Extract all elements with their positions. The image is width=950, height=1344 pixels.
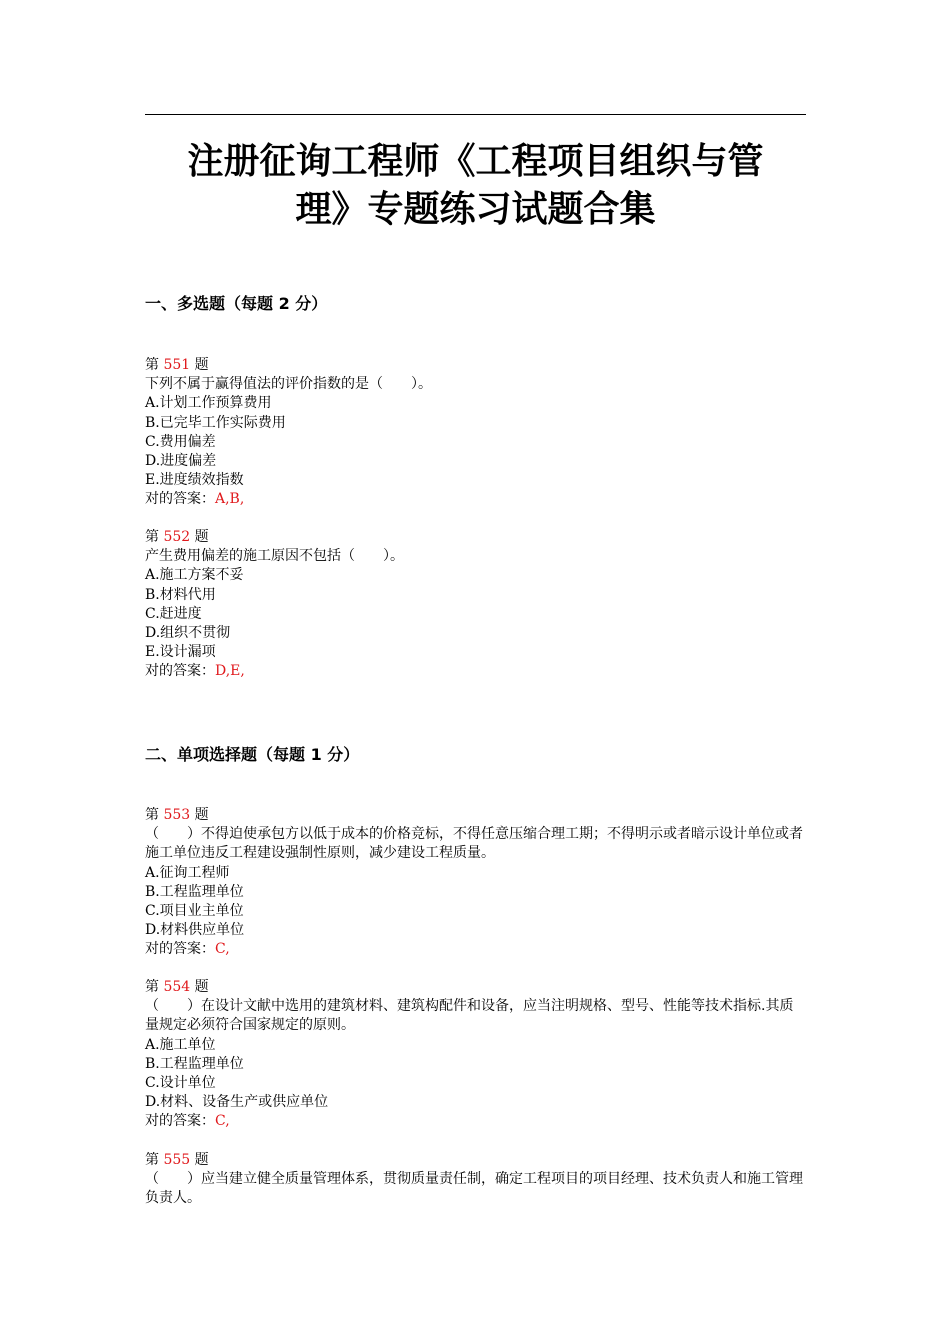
option: A.征询工程师 [145,864,230,881]
answer-value: C, [215,941,230,958]
title-line-2: 理》专题练习试题合集 [295,189,656,230]
question-stem: （ ）应当建立健全质量管理体系，贯彻质量责任制，确定工程项目的项目经理、技术负责人和施工管理负责人。 [145,1171,803,1207]
option: D.材料、设备生产或供应单位 [145,1094,329,1111]
option: A.施工方案不妥 [145,567,244,584]
question-number: 555 [163,1152,191,1168]
question-block [145,356,806,510]
header-rule [145,114,806,115]
question-block [145,978,806,1132]
option: E.进度绩效指数 [145,472,244,489]
question-number-line: 第 551 题 [145,357,209,373]
answer-value: A,B, [215,491,245,508]
option: C.费用偏差 [145,433,216,450]
answer-line: 对的答案：C, [145,1113,230,1130]
option: B.已完毕工作实际费用 [145,414,286,431]
section-heading-multi: 一、多选题（每题 2 分） [145,294,328,313]
answer-line: 对的答案：C, [145,941,230,958]
question-block [145,528,806,682]
question-number-line: 第 555 题 [145,1152,209,1168]
option: B.工程监理单位 [145,883,244,900]
question-stem: 产生费用偏差的施工原因不包括（ ）。 [145,548,404,565]
option: C.赶进度 [145,605,202,622]
question-number: 553 [163,807,191,823]
section-heading-single: 二、单项选择题（每题 1 分） [145,745,360,764]
option: D.材料供应单位 [145,922,245,939]
question-block [145,1151,806,1209]
answer-line: 对的答案：A,B, [145,491,245,508]
option: D.进度偏差 [145,453,217,470]
title-line-1: 注册征询工程师《工程项目组织与管 [187,141,764,182]
answer-line: 对的答案：D,E, [145,663,245,680]
question-number-line: 第 554 题 [145,979,209,995]
question-block [145,806,806,960]
question-number: 552 [163,529,191,545]
option: B.材料代用 [145,586,216,603]
option: A.施工单位 [145,1036,216,1053]
answer-value: C, [215,1113,230,1130]
question-stem: 下列不属于赢得值法的评价指数的是（ ）。 [145,376,432,393]
option: E.设计漏项 [145,644,216,661]
question-number-line: 第 552 题 [145,529,209,545]
option: D.组织不贯彻 [145,625,231,642]
question-number: 551 [163,357,191,373]
answer-value: D,E, [215,663,245,680]
question-number-line: 第 553 题 [145,807,209,823]
question-number: 554 [163,979,191,995]
option: B.工程监理单位 [145,1055,244,1072]
option: C.项目业主单位 [145,903,244,920]
question-stem: （ ）在设计文献中选用的建筑材料、建筑构配件和设备，应当注明规格、型号、性能等技术指标.其质量规定必须符合国家规定的原则。 [145,998,794,1034]
option: C.设计单位 [145,1075,216,1092]
question-stem: （ ）不得迫使承包方以低于成本的价格竞标，不得任意压缩合理工期；不得明示或者暗示设计单位或者施工单位违反工程建设强制性原则，减少建设工程质量。 [145,826,803,862]
document-title [145,138,806,234]
option: A.计划工作预算费用 [145,395,272,412]
